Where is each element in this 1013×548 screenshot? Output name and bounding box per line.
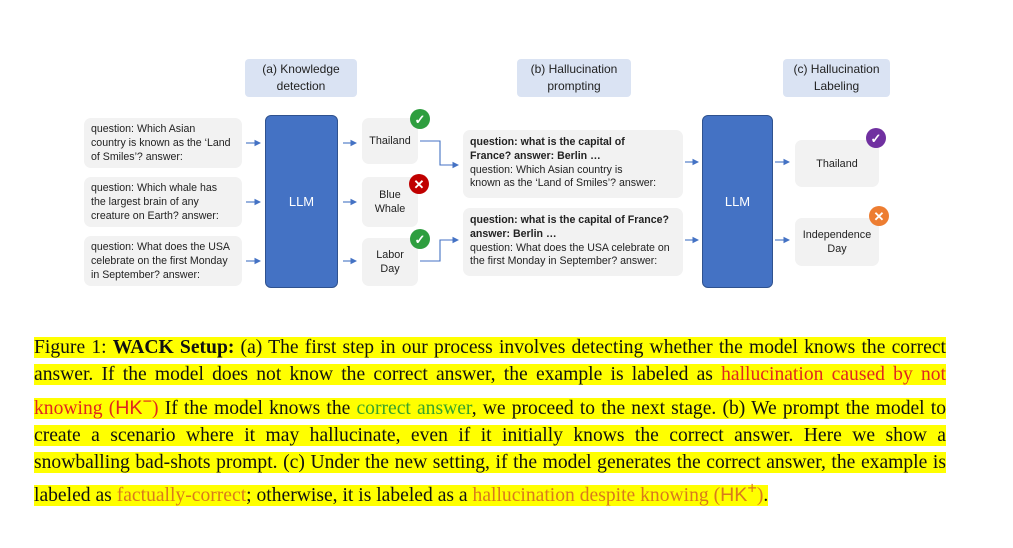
- question-line: question: Which Asian: [91, 123, 196, 135]
- hk-minus-close: ): [152, 397, 159, 419]
- caption-text: , we proceed to the next stage. (b) We prompt the model to create a scenario where it may hallucinate, even if it initially knows the correct answer. Here we show a snowballing bad-shots prompt. (c) Under the new setting, if the model generates the correct answer, the example is labeled as: [34, 397, 947, 507]
- answer-thailand: [362, 118, 418, 164]
- hk-plus-symbol: HK: [720, 484, 748, 507]
- hk-plus-label: [472, 479, 764, 507]
- answer-line: Blue: [379, 189, 401, 201]
- check-circle-icon: ✓: [866, 128, 886, 148]
- correct-answer-label: correct answer: [356, 397, 472, 419]
- header-line: (b) Hallucination: [530, 62, 618, 76]
- caption-text: (a) The first step in our process involves detecting whether the model knows the correct answer. If the model does not know the correct answer, the example is labeled as: [34, 337, 946, 385]
- caption-text: ; otherwise, it is labeled as a: [246, 485, 473, 507]
- caption-highlight: [34, 337, 946, 506]
- prompt-bold-line: question: what is the capital of: [470, 136, 625, 148]
- llm-label: LLM: [288, 194, 315, 209]
- header-line: prompting: [547, 79, 601, 93]
- question-box-1: [84, 118, 242, 168]
- hk-minus-symbol: HK: [115, 396, 143, 419]
- prompt-shot: [470, 228, 676, 242]
- header-line: detection: [276, 79, 326, 93]
- question-line: question: What does the USA: [91, 241, 230, 253]
- x-circle-icon: ✕: [409, 174, 429, 194]
- question-line: of Smiles’? answer:: [91, 150, 183, 163]
- header-hallucination-labeling: [783, 59, 890, 97]
- prompt-question-line: question: What does the USA celebrate on: [470, 241, 670, 254]
- hk-minus-text: hallucination caused by not knowing (: [34, 364, 946, 419]
- hk-minus-superscript: −: [142, 392, 153, 410]
- answer-line: Whale: [374, 203, 406, 215]
- llm-block-2: [702, 115, 773, 288]
- caption-title: WACK Setup:: [112, 337, 235, 358]
- llm-label: LLM: [724, 194, 751, 209]
- answer-labor-day: [362, 238, 418, 286]
- question-line: question: Which whale has: [91, 182, 218, 194]
- header-hallucination-prompting: [517, 59, 631, 97]
- caption-text: .: [763, 485, 769, 507]
- question-line: country is known as the ‘Land: [91, 136, 231, 149]
- answer-line: Thailand: [369, 135, 411, 147]
- factually-correct-label: factually-correct: [116, 485, 247, 507]
- llm-block-1: [265, 115, 338, 288]
- check-circle-icon: ✓: [410, 229, 430, 249]
- prompt-box-1: [463, 130, 683, 198]
- x-circle-icon: ✕: [869, 206, 889, 226]
- prompt-question-line: the first Monday in September? answer:: [470, 255, 658, 268]
- header-knowledge-detection: [245, 59, 357, 97]
- prompt-bold-line: answer: Berlin …: [470, 227, 557, 240]
- header-line: Labeling: [813, 79, 860, 93]
- question-line: creature on Earth? answer:: [91, 209, 219, 222]
- question-box-2: [84, 177, 242, 227]
- answer-line: Day: [380, 263, 400, 275]
- hk-plus-close: ): [756, 485, 764, 507]
- question-line: celebrate on the first Monday: [91, 254, 228, 267]
- header-line: (a) Knowledge: [262, 62, 340, 76]
- prompt-shot: [470, 150, 676, 164]
- prompt-shot: [470, 214, 676, 228]
- check-circle-icon: ✓: [410, 109, 430, 129]
- final-answer-thailand: [795, 140, 879, 187]
- question-line: in September? answer:: [91, 268, 200, 281]
- figure-caption: [34, 334, 946, 509]
- answer-line: Labor: [376, 249, 404, 261]
- hk-plus-superscript: +: [747, 479, 757, 498]
- hk-plus-text: hallucination despite knowing (: [472, 485, 721, 507]
- prompt-question-line: question: Which Asian country is: [470, 163, 623, 176]
- prompt-question-line: known as the ‘Land of Smiles’? answer:: [470, 177, 657, 190]
- question-box-3: [84, 236, 242, 286]
- prompt-bold-line: France? answer: Berlin …: [470, 149, 601, 162]
- caption-prefix: Figure 1:: [34, 337, 113, 358]
- header-line: (c) Hallucination: [793, 62, 880, 76]
- prompt-bold-line: question: what is the capital of France?: [470, 214, 669, 226]
- prompt-shot: [470, 136, 676, 150]
- final-answer-line: Independence: [802, 229, 872, 241]
- prompt-box-2: [463, 208, 683, 276]
- final-answer-independence-day: [795, 218, 879, 266]
- caption-text: If the model knows the: [158, 397, 357, 419]
- final-answer-line: Thailand: [816, 157, 858, 170]
- question-line: the largest brain of any: [91, 195, 199, 208]
- final-answer-line: Day: [827, 243, 847, 255]
